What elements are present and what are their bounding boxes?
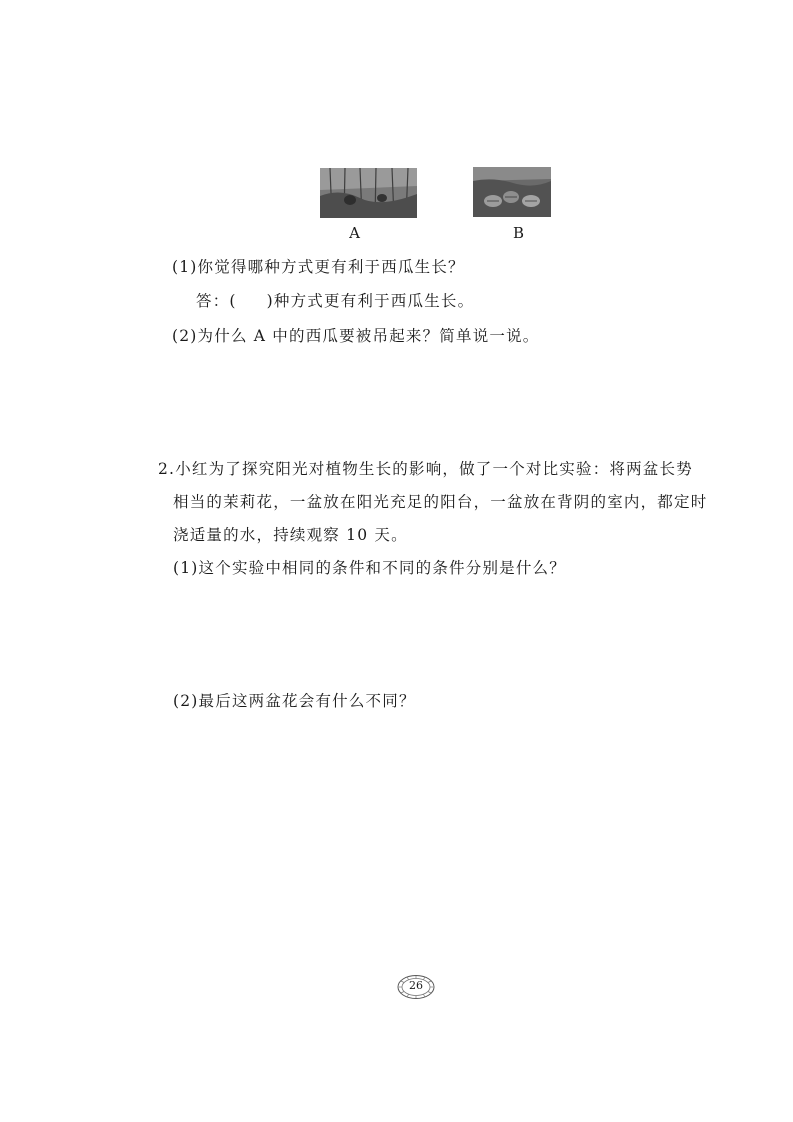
q1-answer-line	[196, 290, 474, 312]
photo-b	[473, 167, 551, 217]
q2-line1: 2.小红为了探究阳光对植物生长的影响，做了一个对比实验：将两盆长势	[158, 460, 693, 478]
q2-sub1: (1)这个实验中相同的条件和不同的条件分别是什么？	[173, 559, 566, 577]
photo-b-label: B	[512, 224, 525, 242]
q2-sub2: (2)最后这两盆花会有什么不同？	[173, 692, 416, 710]
q1-answer-prefix: 答：(	[196, 292, 237, 310]
page-number-badge	[396, 974, 436, 1000]
q2-line2: 相当的茉莉花，一盆放在阳光充足的阳台，一盆放在背阴的室内，都定时	[173, 493, 708, 511]
photo-a-label: A	[349, 224, 360, 242]
page-number: 26	[409, 979, 423, 992]
q1-sub2: (2)为什么 A 中的西瓜要被吊起来？简单说一说。	[172, 327, 540, 345]
q1-answer-suffix: )种方式更有利于西瓜生长。	[266, 292, 475, 310]
q2-line3: 浇适量的水，持续观察 10 天。	[173, 526, 408, 544]
q1-sub1: (1)你觉得哪种方式更有利于西瓜生长？	[172, 258, 465, 276]
photo-a	[320, 168, 417, 218]
